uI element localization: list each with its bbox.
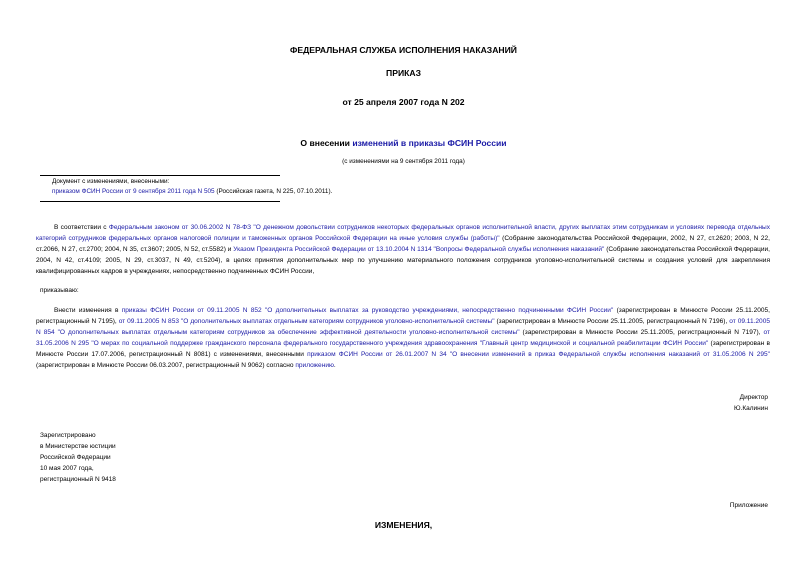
legal-reference-link[interactable]: Федеральным законом от 30.06.2002 N 78-ФЗ "О денежном довольствии сотрудников некоторых федеральных органов исполнительной власти, других выплатах этим сотрудникам и условиях перевода отдельных категорий сотрудников федеральных органов налоговой полиции и таможенных органов Российской Федерации на иные условия службы (работы)" xyxy=(36,224,770,242)
registration-line: 10 мая 2007 года, xyxy=(40,465,94,472)
document-title xyxy=(0,138,807,148)
paragraph-text: (зарегистрирован в Минюсте России 25.11.2005, регистрационный N 7195), xyxy=(36,307,770,325)
document-type: ПРИКАЗ xyxy=(386,68,421,78)
order-word: приказываю: xyxy=(40,287,79,294)
legal-reference-link[interactable]: от 09.11.2005 N 853 "О дополнительных выплатах отдельным категориям сотрудников уголовно-исполнительной системы" xyxy=(118,318,495,325)
amendment-note-heading: Документ с изменениями, внесенными: xyxy=(52,178,170,185)
note-bottom-rule xyxy=(40,201,280,202)
registration-line: Зарегистрировано xyxy=(40,432,96,439)
amendment-note xyxy=(52,177,492,197)
changes-title: ИЗМЕНЕНИЯ, xyxy=(374,520,433,530)
agency-name: ФЕДЕРАЛЬНАЯ СЛУЖБА ИСПОЛНЕНИЯ НАКАЗАНИЙ xyxy=(290,45,517,55)
document-title-prefix: О внесении xyxy=(300,138,353,148)
order-paragraph xyxy=(36,305,770,371)
legal-reference-link[interactable]: приказы ФСИН России от 09.11.2005 N 852 "О дополнительных выплатах за руководство учреждениями, непосредственно подчиненными ФСИН России" xyxy=(121,307,614,314)
legal-reference-link[interactable]: приказом ФСИН России от 26.01.2007 N 34 "О внесении изменений в приказ Федеральной службы исполнения наказаний от 31.05.2006 N 295" xyxy=(307,351,770,358)
legal-reference-link[interactable]: от 31.05.2006 N 295 "О мерах по социальной поддержке гражданского персонала федерального государственного учреждения здравоохранения "Главный центр медицинской и социальной реабилитации ФСИН России" xyxy=(36,329,770,347)
signature-name: Ю.Калинин xyxy=(733,405,768,412)
legal-reference-link[interactable]: приложению xyxy=(295,362,334,369)
paragraph-text: (зарегистрирован в Минюсте России 25.11.2005, регистрационный N 7196), xyxy=(494,318,730,325)
registration-line: Российской Федерации xyxy=(40,454,111,461)
revision-note: (с изменениями на 9 сентября 2011 года) xyxy=(342,158,465,165)
paragraph-text: (зарегистрирован в Минюсте России 25.11.2005, регистрационный N 7197), xyxy=(519,329,764,336)
paragraph-text: . xyxy=(333,362,336,369)
amendment-order-link[interactable]: приказом ФСИН России от 9 сентября 2011 года N 505 xyxy=(52,188,215,195)
paragraph-text: (зарегистрирован в Минюсте России 17.07.2006, регистрационный N 8081) с изменениями, внесенными xyxy=(36,340,770,358)
registration-line: в Министерстве юстиции xyxy=(40,443,116,450)
preamble-paragraph xyxy=(36,222,770,277)
legal-reference-link[interactable]: Указом Президента Российской Федерации от 13.10.2004 N 1314 "Вопросы Федеральной службы исполнения наказаний" xyxy=(233,246,605,253)
amendment-note-tail: (Российская газета, N 225, 07.10.2011). xyxy=(214,188,333,195)
document-date-number: от 25 апреля 2007 года N 202 xyxy=(342,97,465,107)
paragraph-text: (Собрание законодательства Российской Федерации, 2002, N 27, ст.2620; 2003, N 22, ст.2066, N 27, ст.2700; 2004, N 35, ст.3607; 2005, N 52, ст.5582) и xyxy=(36,235,770,253)
note-top-rule xyxy=(40,175,280,176)
paragraph-text: (зарегистрирован в Минюсте России 06.03.2007, регистрационный N 9062) согласно xyxy=(36,362,296,369)
signature-position: Директор xyxy=(739,394,768,401)
legal-reference-link[interactable]: от 09.11.2005 N 854 "О дополнительных выплатах отдельным категориям сотрудников за обеспечение эффективной деятельности уголовно-исполнительной системы" xyxy=(36,318,770,336)
registration-line: регистрационный N 9418 xyxy=(40,476,116,483)
amendment-note-source xyxy=(52,187,492,197)
registration-block xyxy=(40,430,116,485)
paragraph-text: Внести изменения в xyxy=(54,307,122,314)
paragraph-text: (Собрание законодательства Российской Федерации, 2004, N 42, ст.4109; 2005, N 29, ст.3037, N 49, ст.5204), в целях принятия дополнительных мер по улучшению материального положения сотрудников уголовно-исполнительной системы и создания условий для закрепления квалифицированных кадров в учреждениях, непосредственно подчиненных ФСИН России, xyxy=(36,246,770,275)
appendix-label: Приложение xyxy=(729,502,768,509)
document-title-link[interactable]: изменений в приказы ФСИН России xyxy=(352,138,507,148)
paragraph-text: В соответствии с xyxy=(54,224,109,231)
